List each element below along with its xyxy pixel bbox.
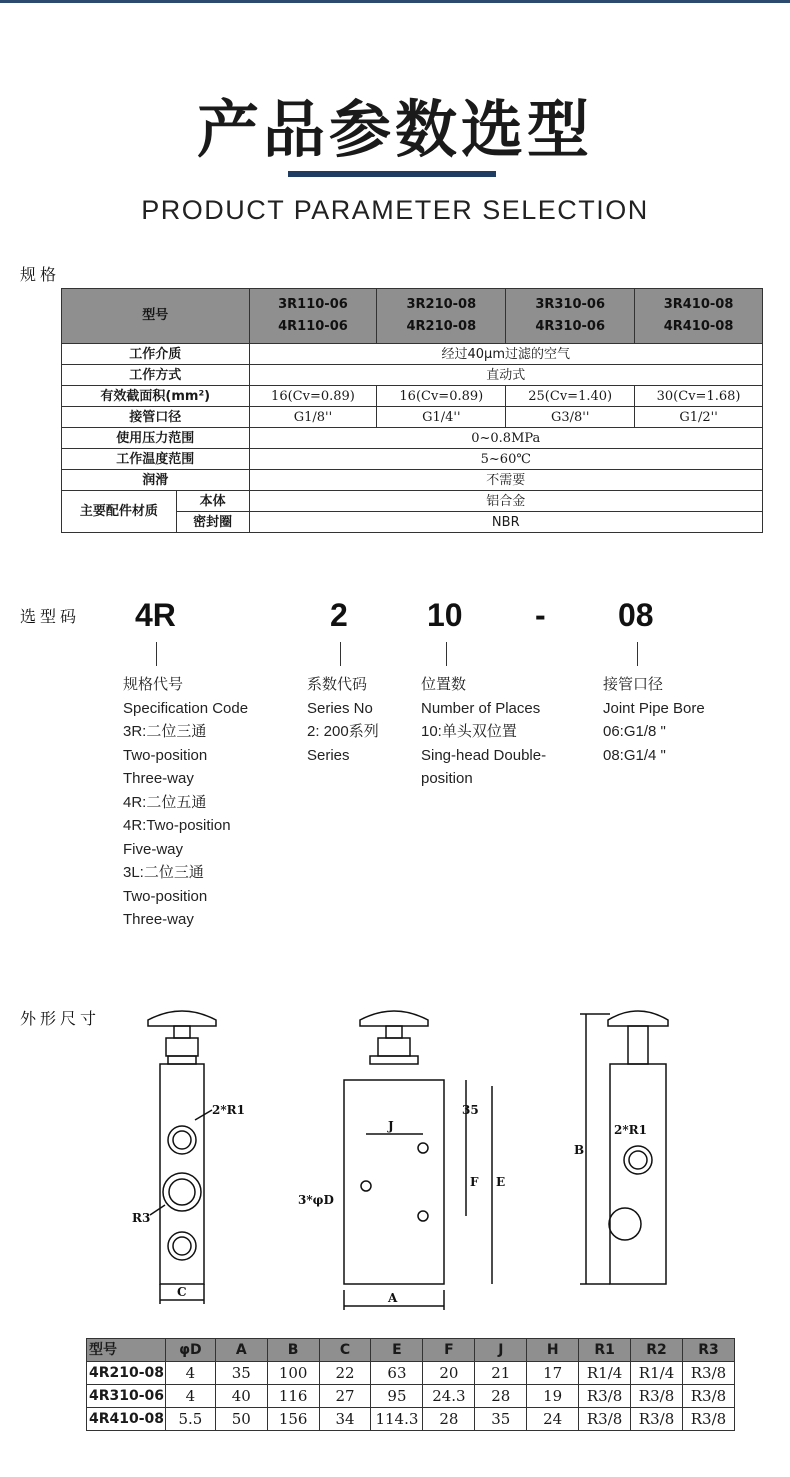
- spec-row-label: 润滑: [62, 470, 250, 491]
- code-desc-line: Number of Places: [421, 699, 541, 717]
- spec-row-temperature: [62, 449, 763, 470]
- dim-cell-model: 4R310-06: [87, 1385, 166, 1408]
- code-desc-places: [421, 673, 546, 791]
- dim-cell: R3/8: [631, 1408, 683, 1431]
- label-f: F: [470, 1175, 479, 1189]
- model-name: 4R110-06: [278, 319, 348, 334]
- code-desc-line: 06:G1/8 ": [603, 723, 666, 740]
- code-part-dash: -: [535, 597, 546, 633]
- dim-cell: 20: [423, 1362, 475, 1385]
- dim-header-cell: R2: [631, 1339, 683, 1362]
- body-cap-2: [370, 1056, 418, 1064]
- label-r3: R3: [132, 1211, 151, 1225]
- spec-row-medium: [62, 344, 763, 365]
- dim-cell: 156: [267, 1408, 319, 1431]
- dim-cell: 28: [475, 1385, 527, 1408]
- port-r1-upper-inner: [173, 1131, 191, 1149]
- port-r3-inner: [169, 1179, 195, 1205]
- code-desc-line: 2: 200系列: [307, 723, 379, 740]
- code-desc-line: Three-way: [123, 770, 194, 787]
- button-neck-2: [386, 1026, 402, 1038]
- dim-cell: R1/4: [579, 1362, 631, 1385]
- title-underline: [288, 171, 496, 177]
- code-desc-line: Two-position: [123, 746, 208, 764]
- dim-header-cell: B: [267, 1339, 319, 1362]
- code-desc-line: 3R:二位三通: [123, 723, 207, 740]
- dim-header-cell: R3: [682, 1339, 734, 1362]
- code-desc-line: 10:单头双位置: [421, 723, 517, 740]
- dim-header-cell: φD: [165, 1339, 215, 1362]
- spec-cell: G1/8'': [249, 407, 377, 428]
- dim-cell: 40: [215, 1385, 267, 1408]
- spec-row-mode: [62, 365, 763, 386]
- dim-cell: R3/8: [579, 1408, 631, 1431]
- spec-row-value: 直动式: [249, 365, 762, 386]
- model-name: 3R410-08: [663, 297, 734, 312]
- code-part-bore: 08: [618, 597, 654, 633]
- spec-row-label: 有效截面积(mm²): [62, 386, 250, 407]
- button-collar-2: [378, 1038, 410, 1056]
- dimension-table: [86, 1338, 735, 1431]
- page-subtitle: PRODUCT PARAMETER SELECTION: [141, 195, 649, 225]
- code-desc-line: Series: [307, 746, 350, 764]
- dim-cell: R3/8: [682, 1385, 734, 1408]
- spec-row-label: 主要配件材质: [62, 491, 177, 533]
- code-desc-line: 4R:二位五通: [123, 793, 207, 811]
- port-end-lower: [609, 1208, 641, 1240]
- spec-row-label: 接管口径: [62, 407, 250, 428]
- port-r1-upper: [168, 1126, 196, 1154]
- mount-hole-1: [418, 1143, 428, 1153]
- spec-row-lubrication: [62, 470, 763, 491]
- code-part-places: 10: [427, 597, 463, 633]
- code-desc-line: Series No: [307, 699, 373, 717]
- top-border-line: [0, 0, 790, 3]
- code-desc-line: Joint Pipe Bore: [603, 699, 705, 717]
- spec-model-col: [506, 289, 635, 344]
- port-r1-end-inner: [629, 1151, 647, 1169]
- code-desc-line: Five-way: [123, 840, 184, 858]
- spec-row-pressure: [62, 428, 763, 449]
- dim-cell: 22: [319, 1362, 371, 1385]
- spec-cell: 30(Cv=1.68): [635, 386, 763, 407]
- dim-cell: 28: [423, 1408, 475, 1431]
- mushroom-button-1: [148, 1011, 216, 1026]
- code-part-spec: 4R: [135, 597, 176, 633]
- code-desc-line: 位置数: [421, 676, 467, 693]
- spec-row-area: [62, 386, 763, 407]
- dim-row: [87, 1385, 735, 1408]
- mushroom-button-3: [608, 1011, 668, 1026]
- dim-header-cell: J: [475, 1339, 527, 1362]
- dim-cell: 21: [475, 1362, 527, 1385]
- code-desc-line: 4R:Two-position: [123, 817, 231, 834]
- leader-r3: [150, 1205, 165, 1215]
- spec-cell: G1/4'': [377, 407, 506, 428]
- port-r1-lower: [168, 1232, 196, 1260]
- code-desc-line: 3L:二位三通: [123, 864, 204, 881]
- dim-cell: 116: [267, 1385, 319, 1408]
- spec-cell: G1/2'': [635, 407, 763, 428]
- dim-cell: 95: [371, 1385, 423, 1408]
- label-r1-end: 2*R1: [614, 1123, 647, 1137]
- dim-row: [87, 1408, 735, 1431]
- label-e: E: [496, 1175, 506, 1189]
- spec-row-value: 0~0.8MPa: [249, 428, 762, 449]
- spec-header-label: 型号: [62, 289, 250, 344]
- label-35: 35: [462, 1103, 479, 1117]
- spec-sub-label: 密封圈: [176, 512, 249, 533]
- label-c: C: [177, 1285, 187, 1299]
- model-name: 4R210-08: [406, 319, 477, 334]
- dim-cell: R3/8: [682, 1362, 734, 1385]
- code-part-series: 2: [330, 597, 348, 633]
- page-title: 产品参数选型: [196, 93, 593, 166]
- spec-cell: 16(Cv=0.89): [249, 386, 377, 407]
- dim-cell: 34: [319, 1408, 371, 1431]
- dim-cell: 24.3: [423, 1385, 475, 1408]
- section-label-spec: 规格: [20, 265, 61, 284]
- code-connector: [446, 642, 447, 666]
- spec-row-value: NBR: [249, 512, 762, 533]
- spec-row-label: 工作温度范围: [62, 449, 250, 470]
- mushroom-button-2: [360, 1011, 428, 1026]
- dim-cell: R3/8: [579, 1385, 631, 1408]
- code-desc-spec: [123, 673, 248, 932]
- model-name: 4R410-08: [663, 319, 734, 334]
- label-j: J: [388, 1119, 394, 1133]
- code-desc-line: Sing-head Double-: [421, 746, 547, 764]
- spec-cell: 25(Cv=1.40): [506, 386, 635, 407]
- dim-cell: R1/4: [631, 1362, 683, 1385]
- dim-cell: R3/8: [631, 1385, 683, 1408]
- dim-cell: 27: [319, 1385, 371, 1408]
- button-stem-3: [628, 1026, 648, 1064]
- dim-header-cell: F: [423, 1339, 475, 1362]
- dim-cell: 35: [215, 1362, 267, 1385]
- body-cap-1: [168, 1056, 196, 1064]
- spec-row-value: 铝合金: [249, 491, 762, 512]
- spec-cell: 16(Cv=0.89): [377, 386, 506, 407]
- spec-row-value: 经过40μm过滤的空气: [249, 344, 762, 365]
- dim-cell: 17: [527, 1362, 579, 1385]
- code-connector: [156, 642, 157, 666]
- dim-cell: 63: [371, 1362, 423, 1385]
- dim-cell: 50: [215, 1408, 267, 1431]
- spec-row-body: [62, 491, 763, 512]
- code-desc-line: 规格代号: [123, 676, 184, 693]
- dim-cell: 35: [475, 1408, 527, 1431]
- valve-body-1: [160, 1064, 204, 1284]
- valve-body-2: [344, 1080, 444, 1284]
- section-label-dimensions: 外形尺寸: [20, 1009, 101, 1028]
- code-desc-line: Two-position: [123, 887, 208, 905]
- code-connector: [637, 642, 638, 666]
- spec-header-row: [62, 289, 763, 344]
- model-name: 4R310-06: [535, 319, 606, 334]
- dim-cell-model: 4R210-08: [87, 1362, 166, 1385]
- code-desc-bore: [603, 673, 705, 767]
- dim-cell: 114.3: [371, 1408, 423, 1431]
- label-b: B: [574, 1143, 585, 1157]
- code-desc-series: [307, 673, 379, 767]
- code-desc-line: Specification Code: [123, 699, 249, 717]
- mount-hole-2: [361, 1181, 371, 1191]
- dim-cell: 5.5: [165, 1408, 215, 1431]
- spec-row-label: 工作介质: [62, 344, 250, 365]
- dim-cell: 19: [527, 1385, 579, 1408]
- spec-row-value: 不需要: [249, 470, 762, 491]
- dimension-drawing: [120, 1000, 680, 1320]
- dim-header-cell: R1: [579, 1339, 631, 1362]
- dim-cell-model: 4R410-08: [87, 1408, 166, 1431]
- spec-cell: G3/8'': [506, 407, 635, 428]
- spec-row-value: 5~60℃: [249, 449, 762, 470]
- dim-cell: 4: [165, 1385, 215, 1408]
- code-desc-line: Three-way: [123, 911, 194, 928]
- dim-cell: 100: [267, 1362, 319, 1385]
- model-name: 3R310-06: [535, 297, 606, 312]
- port-r1-end: [624, 1146, 652, 1174]
- code-connector: [340, 642, 341, 666]
- spec-row-label: 使用压力范围: [62, 428, 250, 449]
- button-collar-1: [166, 1038, 198, 1056]
- spec-model-col: [249, 289, 377, 344]
- model-name: 3R110-06: [278, 297, 348, 312]
- dim-header-cell: A: [215, 1339, 267, 1362]
- dim-header-cell: C: [319, 1339, 371, 1362]
- dim-cell: 24: [527, 1408, 579, 1431]
- dim-header-cell: H: [527, 1339, 579, 1362]
- code-desc-line: 08:G1/4 ": [603, 746, 666, 764]
- mount-hole-3: [418, 1211, 428, 1221]
- code-desc-line: 接管口径: [603, 676, 664, 693]
- spec-table: [61, 288, 763, 533]
- section-label-code: 选型码: [20, 607, 81, 626]
- spec-model-col: [377, 289, 506, 344]
- label-a: A: [388, 1291, 398, 1305]
- dim-header-cell: E: [371, 1339, 423, 1362]
- label-phid: 3*φD: [298, 1193, 334, 1207]
- code-desc-line: 系数代码: [307, 676, 368, 693]
- spec-model-col: [635, 289, 763, 344]
- dim-header-row: [87, 1339, 735, 1362]
- dim-row: [87, 1362, 735, 1385]
- dim-cell: R3/8: [682, 1408, 734, 1431]
- port-r1-lower-inner: [173, 1237, 191, 1255]
- code-desc-line: position: [421, 770, 473, 787]
- spec-row-label: 工作方式: [62, 365, 250, 386]
- label-r1: 2*R1: [212, 1103, 245, 1117]
- spec-row-port: [62, 407, 763, 428]
- spec-sub-label: 本体: [176, 491, 249, 512]
- model-name: 3R210-08: [406, 297, 477, 312]
- dim-cell: 4: [165, 1362, 215, 1385]
- dim-header-cell: 型号: [87, 1339, 166, 1362]
- button-neck-1: [174, 1026, 190, 1038]
